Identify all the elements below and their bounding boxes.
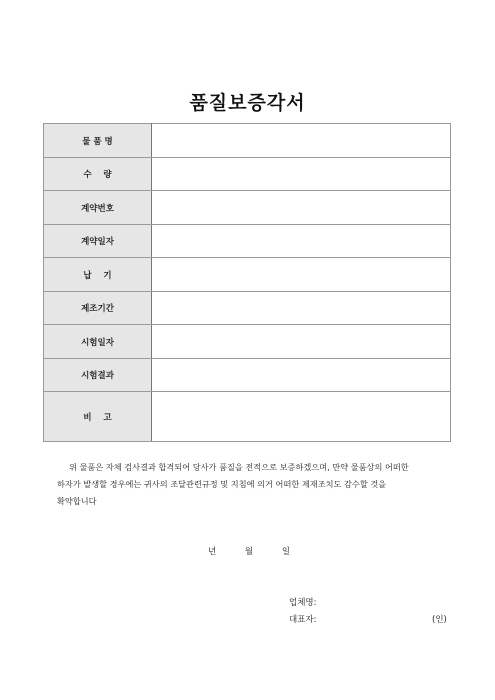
- label-remarks: 비 고: [44, 392, 152, 442]
- field-delivery-date[interactable]: [152, 258, 451, 292]
- label-manufacture-period: 제조기간: [44, 292, 152, 325]
- seal-mark: (인): [432, 615, 447, 625]
- field-test-result[interactable]: [152, 359, 451, 392]
- label-contract-number: 계약번호: [44, 191, 152, 225]
- field-test-date[interactable]: [152, 325, 451, 359]
- label-test-result: 시험결과: [44, 359, 152, 392]
- statement-line: 하자가 발생할 경우에는 귀사의 조달관련규정 및 지침에 의거 어떠한 제재조치도 감수할 것을: [57, 479, 387, 489]
- table-row: [44, 325, 451, 359]
- table-row: [44, 258, 451, 292]
- guarantee-statement: [57, 459, 442, 510]
- label-test-date: 시험일자: [44, 325, 152, 359]
- table-row: [44, 124, 451, 158]
- statement-line: 확약합니다: [57, 496, 97, 506]
- label-delivery-date: 납 기: [44, 258, 152, 292]
- field-quantity[interactable]: [152, 158, 451, 191]
- field-manufacture-period[interactable]: [152, 292, 451, 325]
- document-title: 품질보증각서: [189, 92, 306, 114]
- date-day: 일: [281, 547, 291, 557]
- date-year: 년: [208, 547, 217, 557]
- field-contract-date[interactable]: [152, 225, 451, 258]
- label-contract-date: 계약일자: [44, 225, 152, 258]
- quality-guarantee-table: [43, 123, 451, 442]
- statement-line: 위 물품은 자체 검사결과 합격되어 당사가 품질을 전적으로 보증하겠으며, 만약 물품상의 어떠한: [69, 462, 409, 472]
- table-row: [44, 225, 451, 258]
- table-row: [44, 392, 451, 442]
- field-contract-number[interactable]: [152, 191, 451, 225]
- table-row: [44, 191, 451, 225]
- table-row: [44, 292, 451, 325]
- field-item-name[interactable]: [152, 124, 451, 158]
- label-item-name: 물 품 명: [44, 124, 152, 158]
- representative-label: 대표자:: [289, 615, 317, 625]
- company-name-label: 업체명:: [289, 598, 317, 608]
- table-row: [44, 158, 451, 191]
- table-row: [44, 359, 451, 392]
- label-quantity: 수 량: [44, 158, 152, 191]
- date-line: [208, 545, 290, 557]
- date-month: 월: [244, 547, 254, 557]
- field-remarks[interactable]: [152, 392, 451, 442]
